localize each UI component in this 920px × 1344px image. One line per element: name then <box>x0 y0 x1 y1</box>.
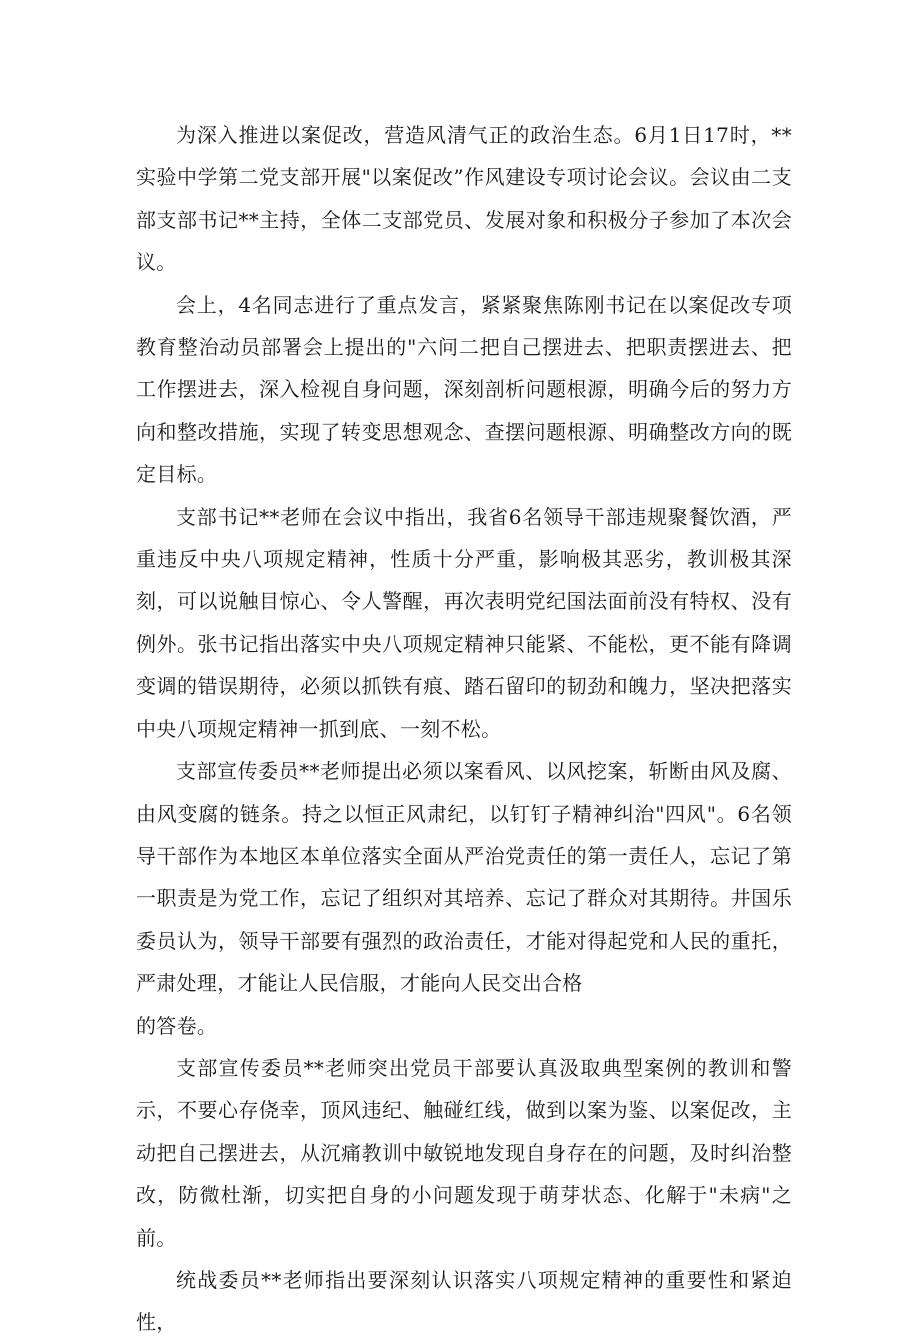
paragraph-continuation: 的答卷。 <box>136 1013 218 1038</box>
paragraph-key-speeches: 会上，4名同志进行了重点发言，紧紧聚焦陈刚书记在以案促改专项教育整治动员部署会上提出的"六问二把自己摆进去、把职责摆进去、把工作摆进去，深入检视自身问题，深刻剖析问题根源，明确今后的努力方向和整改措施，实现了转变思想观念、查摆问题根源、明确整改方向的既定目标。 <box>136 292 792 487</box>
paragraph-united-front-member: 统战委员**老师指出要深刻认识落实八项规定精神的重要性和紧迫性， <box>136 1267 792 1335</box>
paragraph-secretary-remarks: 支部书记**老师在会议中指出，我省6名领导干部违规聚餐饮酒，严重违反中央八项规定精神，性质十分严重，影响极其恶劣，教训极其深刻，可以说触目惊心、令人警醒，再次表明党纪国法面前没有特权、没有例外。张书记指出落实中央八项规定精神只能紧、不能松，更不能有降调变调的错误期待，必须以抓铁有痕、踏石留印的韧劲和魄力，坚决把落实中央八项规定精神一抓到底、一刻不松。 <box>136 504 792 741</box>
paragraph-meeting-intro: 为深入推进以案促改，营造风清气正的政治生态。6月1日17时，**实验中学第二党支部开展"以案促改”作风建设专项讨论会议。会议由二支部支部书记**主持，全体二支部党员、发展对象和积极分子参加了本次会议。 <box>136 123 792 275</box>
document-body <box>136 114 792 1344</box>
paragraph-lessons-warning: 支部宣传委员**老师突出党员干部要认真汲取典型案例的教训和警示，不要心存侥幸，顶风违纪、触碰红线，做到以案为鉴、以案促改，主动把自己摆进去，从沉痛教训中敏锐地发现自身存在的问题，及时纠治整改，防微杜渐，切实把自身的小问题发现于萌芽状态、化解于"未病"之前。 <box>136 1055 792 1250</box>
paragraph-publicity-member-remarks: 支部宣传委员**老师提出必须以案看风、以风挖案，斩断由风及腐、由风变腐的链条。持之以恒正风肃纪，以钉钉子精神纠治"四风"。6名领导干部作为本地区本单位落实全面从严治党责任的第一责任人，忘记了第一职责是为党工作，忘记了组织对其培养、忘记了群众对其期待。井国乐委员认为，领导干部要有强烈的政治责任，才能对得起党和人民的重托，严肃处理，才能让人民信服，才能向人民交出合格 <box>136 759 792 996</box>
